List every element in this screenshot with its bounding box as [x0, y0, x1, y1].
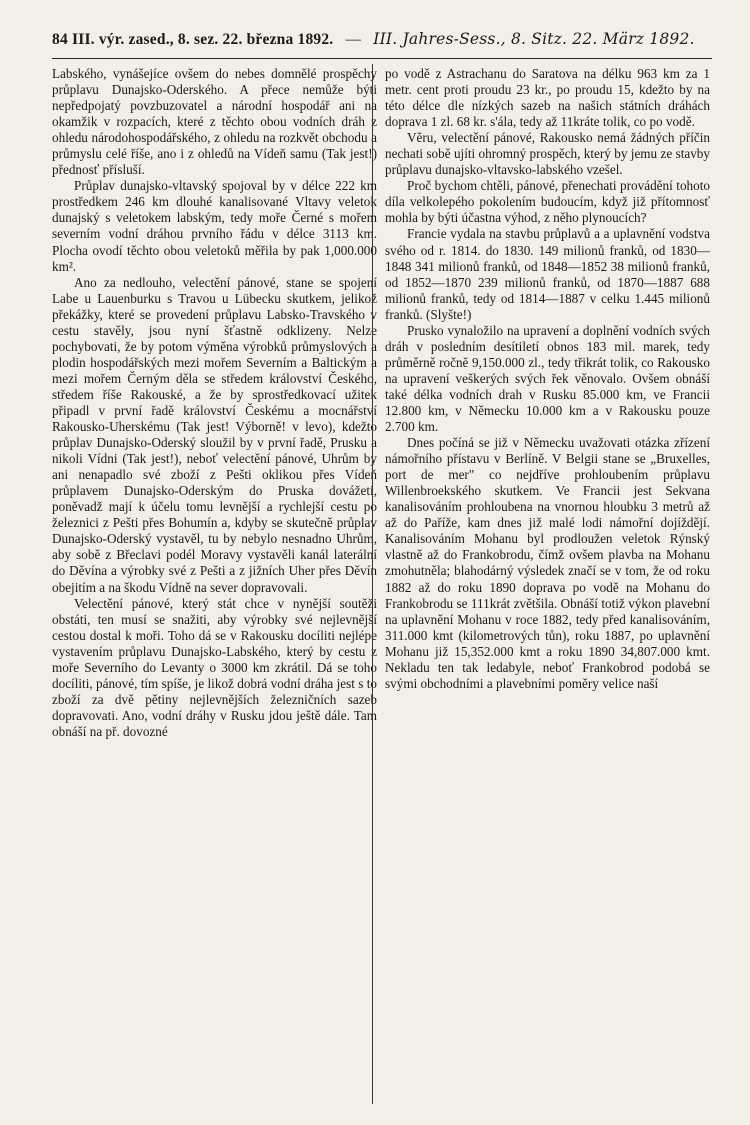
header-divider [52, 58, 712, 59]
column-divider [372, 64, 373, 1104]
paragraph: Dnes počíná se již v Německu uvažovati otázka zřízení námořního přístavu v Berlíně. V Belgii stane se „Bruxelles, port de mer" co nejdříve prohloubením průplavu Willenbroekského skutkem. Ve Francii jest Sekvana kanalisováním prohloubena na vnornou hloubku 3 metrů až až do Paříže, kam dnes již malé lodi námořní dojíždějí. Kanalisováním Mohanu byl prodloužen veletok Rýnský vlastně až do Frankobrodu, čímž ovšem plavba na Mohanu zmohutněla; blahodárný výsledek značí se v tom, že od roku 1882 až do roku 1890 doprava po vodě na Mohanu do Frankobrodu se 111krát zvětšila. Obnáší totiž výkon plavební na uplavnění Mohanu v roce 1882, tedy před kanalisováním, 311.000 kmt (kilometrových tůn), roku 1887, po uplavnění Mohanu již 15,352.000 kmt a roku 1890 34,807.000 kmt. Nekladu ten tak ledabyle, neboť Frankobrod podobá se svými obchodními a plavebními poměry velice naší [385, 435, 710, 691]
paragraph: Prusko vynaložilo na upravení a doplnění vodních svých dráh v posledním desítiletí obnos 183 mil. marek, tedy průměrně ročně 9,150.000 zl., tedy třikrát tolik, co Rakousko na upravení veškerých svých řek věnovalo. Ovšem obnáší také délka vodních drah v Rusku 85.000 km, ve Francii 12.800 km, v Německu 10.000 km a v Rakousku pouze 2.700 km. [385, 322, 710, 435]
page-header [52, 30, 712, 58]
paragraph: Průplav dunajsko-vltavský spojoval by v délce 222 km prostředkem 246 km dlouhé kanalisované Vltavy veletok dunajský s veletokem labským, tedy moře Černé s mořem severním vodní dráhou prvního řádu v délce 3113 km. Plocha ovodí těchto obou veletoků měřila by pak 1,000.000 km². [52, 178, 377, 274]
paragraph: Labského, vynášejíce ovšem do nebes domnělé prospěchy průplavu Dunajsko-Oderského. A přece nemůže býti nepředpojatý povzbuzovatel a národní hospodář ani na okamžik v rozpacích, které z těchto obou vodních dráh z ohledu národohospodářského, z ohledu na rozkvět obchodu a průmyslu celé říše, ano i z ohledů na Vídeň samu (Tak jest!) přednosť přísluší. [52, 66, 377, 178]
paragraph: Velectění pánové, který stát chce v nynější soutěži obstáti, ten musí se snažiti, aby výrobky své nejlevnější cestou dostal k moři. Toho dá se v Rakousku docíliti nejlépe vystavením průplavu Dunajsko-Labského, který by cestu z moře Severního do Levanty o 3000 km zkrátil. Dá se toho docíliti, pánové, tím spíše, je likož dobrá vodní dráha jest s to zboží za dvě pětiny nejlevnějších železničních sazeb dopravovati. Ano, vodní dráhy v Rusku jdou ještě dále. Tam obnáší na př. dovozné [52, 595, 377, 739]
paragraph: Proč bychom chtěli, pánové, přenechati provádění tohoto díla velkolepého pokolením budoucím, když již přítomnosť mohla by býti účastna výhod, z něho plynoucích? [385, 178, 710, 226]
paragraph: Ano za nedlouho, velectění pánové, stane se spojení Labe u Lauenburku s Travou u Lübecku skutkem, jelikož překážky, které se provedení průplavu Labsko-Travského v cestu stavěly, jsou nyní šťastně odklizeny. Nelze pochybovati, že by potom výměna výrobků průmyslových a plodin hospodářských mezi mořem Severním a Baltickým a mezi mořem Černým děla se středem království Českého, středem říše Rakouské, a že by sprostředkovací užitek připadl v první řadě království Českému a mocnářství Rakousko-Uherskému (Tak jest! Výborně! v levo), kdežto průplav Dunajsko-Oderský sloužil by v první řadě, Prusku a nikoli Vídni (Tak jest!), neboť velectění pánové, Uhrům by ani nenapadlo své zboží z Pešti oklikou přes Vídeň průplavem Dunajsko-Oderským do Pruska dovážeti, poněvadž mají k účelu tomu levnější a rychlejší cestu po železnici z Pešti přes Bohumín a, kdyby se skutečně průplav Dunajsko-Oderský vystavěl, tu by nebylo nesnadno Uhrům, aby sobě z Břeclavi podél Moravy vystavěli kanál laterální do Děvína a výrobky své z Pešti a z jižních Uher přes Děvín obejitím a na škodu Vídně na sever dopravovali. [52, 274, 377, 595]
header-right-text: III. Jahres-Sess., 8. Sitz. 22. März 1892. [373, 30, 695, 48]
paragraph: Francie vydala na stavbu průplavů a a uplavnění vodstva svého od r. 1814. do 1830. 149 milionů franků, od 1830—1848 341 milionů franků, od 1848—1852 38 milionů franků, od 1852—1870 239 milionů franků, od 1870—1887 688 milionů franků, tedy od 1814—1887 v celku 1.445 milionů franků. (Slyšte!) [385, 226, 710, 322]
right-column [385, 66, 710, 692]
header-separator: — [345, 31, 362, 48]
left-column [52, 66, 377, 740]
paragraph: Věru, velectění pánové, Rakousko nemá žádných příčin nechati sobě ujíti ohromný prospěch, který by jemu ze stavby průplavu dunajsko-vltavsko-labského vzešel. [385, 130, 710, 178]
paragraph: po vodě z Astrachanu do Saratova na délku 963 km za 1 metr. cent proti proudu 23 kr., po proudu 15, kdežto by na této délce dle nízkých sazeb na našich státních dráhách doprava 1 zl. 68 kr. s'ála, tedy až 11kráte tolik, co po vodě. [385, 66, 710, 130]
header-left-text: 84 III. výr. zased., 8. sez. 22. března 1892. [52, 31, 334, 48]
